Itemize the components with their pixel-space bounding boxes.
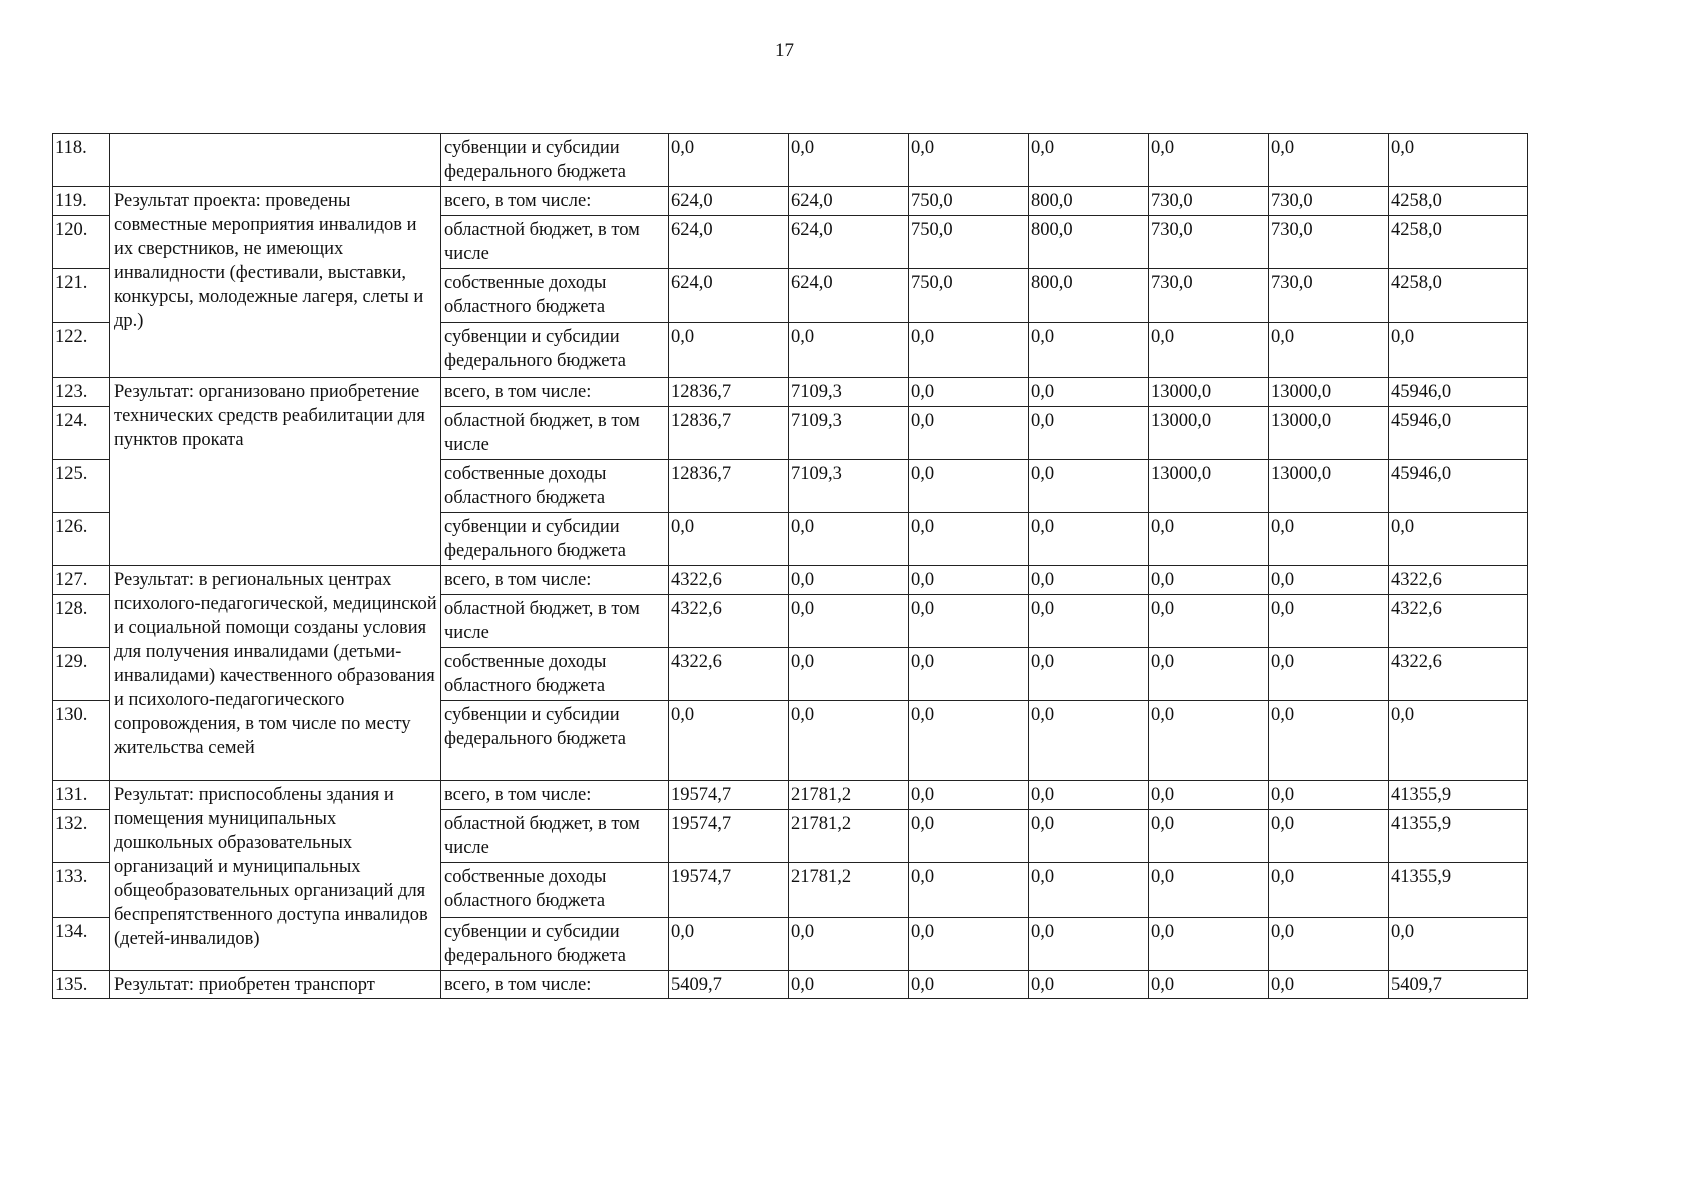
table-row: [53, 781, 1528, 810]
amount-value: 21781,2: [789, 863, 909, 918]
amount-value: 0,0: [1149, 863, 1269, 918]
row-number: 130.: [53, 701, 110, 781]
amount-value: 0,0: [1149, 566, 1269, 595]
funding-source: всего, в том числе:: [441, 378, 669, 407]
amount-value: 12836,7: [669, 407, 789, 460]
result-description: Результат: приспособлены здания и помещения муниципальных дошкольных образовательных организаций и муниципальных общеобразовательных организаций для беспрепятственного доступа инвалидов (детей-инвалидов): [110, 781, 441, 971]
total-value: 4322,6: [1389, 566, 1528, 595]
total-value: 4322,6: [1389, 595, 1528, 648]
amount-value: 0,0: [669, 323, 789, 378]
funding-source: субвенции и субсидии федерального бюджета: [441, 513, 669, 566]
amount-value: 0,0: [1149, 810, 1269, 863]
amount-value: 0,0: [1269, 781, 1389, 810]
row-number: 121.: [53, 269, 110, 323]
amount-value: 7109,3: [789, 460, 909, 513]
amount-value: 0,0: [789, 134, 909, 187]
amount-value: 0,0: [1269, 863, 1389, 918]
row-number: 129.: [53, 648, 110, 701]
amount-value: 730,0: [1269, 187, 1389, 216]
table-row: [53, 134, 1528, 187]
amount-value: 4322,6: [669, 566, 789, 595]
row-number: 131.: [53, 781, 110, 810]
funding-source: всего, в том числе:: [441, 187, 669, 216]
result-description: Результат: в региональных центрах психолого-педагогической, медицинской и социальной помощи созданы условия для получения инвалидами (детьми-инвалидами) качественного образования и психолого-педагогического сопровождения, в том числе по месту жительства семей: [110, 566, 441, 781]
amount-value: 0,0: [1269, 323, 1389, 378]
amount-value: 0,0: [669, 701, 789, 781]
total-value: 0,0: [1389, 134, 1528, 187]
total-value: 0,0: [1389, 918, 1528, 971]
amount-value: 0,0: [1029, 595, 1149, 648]
funding-source: субвенции и субсидии федерального бюджета: [441, 134, 669, 187]
amount-value: 5409,7: [669, 971, 789, 999]
amount-value: 0,0: [1029, 378, 1149, 407]
amount-value: 7109,3: [789, 407, 909, 460]
amount-value: 13000,0: [1269, 460, 1389, 513]
amount-value: 0,0: [1029, 566, 1149, 595]
amount-value: 0,0: [909, 566, 1029, 595]
funding-source: областной бюджет, в том числе: [441, 216, 669, 269]
amount-value: 0,0: [1029, 323, 1149, 378]
funding-source: областной бюджет, в том числе: [441, 810, 669, 863]
row-number: 133.: [53, 863, 110, 918]
funding-source: собственные доходы областного бюджета: [441, 269, 669, 323]
budget-table: [52, 133, 1528, 999]
funding-source: субвенции и субсидии федерального бюджета: [441, 323, 669, 378]
row-number: 118.: [53, 134, 110, 187]
amount-value: 0,0: [1029, 407, 1149, 460]
table-body: [53, 134, 1528, 999]
amount-value: 730,0: [1269, 269, 1389, 323]
row-number: 128.: [53, 595, 110, 648]
amount-value: 21781,2: [789, 810, 909, 863]
amount-value: 0,0: [1029, 648, 1149, 701]
result-description: Результат: организовано приобретение технических средств реабилитации для пунктов проката: [110, 378, 441, 566]
amount-value: 7109,3: [789, 378, 909, 407]
amount-value: 800,0: [1029, 216, 1149, 269]
total-value: 45946,0: [1389, 407, 1528, 460]
total-value: 5409,7: [1389, 971, 1528, 999]
amount-value: 0,0: [1029, 781, 1149, 810]
amount-value: 624,0: [789, 216, 909, 269]
total-value: 45946,0: [1389, 378, 1528, 407]
amount-value: 0,0: [1029, 918, 1149, 971]
total-value: 4258,0: [1389, 216, 1528, 269]
amount-value: 0,0: [909, 701, 1029, 781]
amount-value: 0,0: [789, 323, 909, 378]
amount-value: 0,0: [1029, 810, 1149, 863]
amount-value: 0,0: [789, 595, 909, 648]
row-number: 126.: [53, 513, 110, 566]
amount-value: 0,0: [909, 323, 1029, 378]
amount-value: 0,0: [909, 407, 1029, 460]
amount-value: 750,0: [909, 269, 1029, 323]
amount-value: 0,0: [789, 648, 909, 701]
amount-value: 0,0: [1029, 971, 1149, 999]
amount-value: 0,0: [1029, 863, 1149, 918]
total-value: 4258,0: [1389, 187, 1528, 216]
amount-value: 0,0: [909, 460, 1029, 513]
amount-value: 0,0: [1269, 595, 1389, 648]
amount-value: 0,0: [1149, 513, 1269, 566]
funding-source: областной бюджет, в том числе: [441, 595, 669, 648]
total-value: 41355,9: [1389, 781, 1528, 810]
amount-value: 624,0: [669, 269, 789, 323]
amount-value: 0,0: [789, 513, 909, 566]
amount-value: 730,0: [1149, 269, 1269, 323]
amount-value: 0,0: [1269, 918, 1389, 971]
total-value: 41355,9: [1389, 810, 1528, 863]
row-number: 124.: [53, 407, 110, 460]
amount-value: 0,0: [669, 513, 789, 566]
amount-value: 19574,7: [669, 810, 789, 863]
amount-value: 0,0: [1149, 648, 1269, 701]
total-value: 4258,0: [1389, 269, 1528, 323]
amount-value: 0,0: [909, 810, 1029, 863]
amount-value: 624,0: [789, 269, 909, 323]
amount-value: 0,0: [1029, 701, 1149, 781]
amount-value: 624,0: [669, 187, 789, 216]
funding-source: собственные доходы областного бюджета: [441, 863, 669, 918]
row-number: 120.: [53, 216, 110, 269]
amount-value: 0,0: [909, 134, 1029, 187]
total-value: 0,0: [1389, 701, 1528, 781]
amount-value: 12836,7: [669, 460, 789, 513]
funding-source: собственные доходы областного бюджета: [441, 460, 669, 513]
row-number: 127.: [53, 566, 110, 595]
amount-value: 13000,0: [1269, 407, 1389, 460]
table-row: [53, 187, 1528, 216]
amount-value: 0,0: [1269, 134, 1389, 187]
amount-value: 13000,0: [1269, 378, 1389, 407]
funding-source: всего, в том числе:: [441, 971, 669, 999]
amount-value: 730,0: [1269, 216, 1389, 269]
amount-value: 0,0: [1149, 701, 1269, 781]
amount-value: 800,0: [1029, 269, 1149, 323]
amount-value: 0,0: [1269, 566, 1389, 595]
result-description: [110, 134, 441, 187]
total-value: 0,0: [1389, 513, 1528, 566]
total-value: 4322,6: [1389, 648, 1528, 701]
total-value: 41355,9: [1389, 863, 1528, 918]
amount-value: 0,0: [1029, 513, 1149, 566]
result-description: Результат: приобретен транспорт: [110, 971, 441, 999]
amount-value: 13000,0: [1149, 378, 1269, 407]
row-number: 123.: [53, 378, 110, 407]
funding-source: всего, в том числе:: [441, 566, 669, 595]
amount-value: 0,0: [789, 701, 909, 781]
amount-value: 13000,0: [1149, 460, 1269, 513]
amount-value: 13000,0: [1149, 407, 1269, 460]
row-number: 125.: [53, 460, 110, 513]
amount-value: 0,0: [909, 648, 1029, 701]
funding-source: субвенции и субсидии федерального бюджета: [441, 701, 669, 781]
row-number: 134.: [53, 918, 110, 971]
amount-value: 730,0: [1149, 187, 1269, 216]
amount-value: 4322,6: [669, 648, 789, 701]
total-value: 0,0: [1389, 323, 1528, 378]
row-number: 135.: [53, 971, 110, 999]
table-row: [53, 378, 1528, 407]
amount-value: 0,0: [1269, 513, 1389, 566]
amount-value: 0,0: [1269, 648, 1389, 701]
amount-value: 0,0: [1149, 971, 1269, 999]
amount-value: 0,0: [789, 971, 909, 999]
amount-value: 0,0: [909, 378, 1029, 407]
funding-source: областной бюджет, в том числе: [441, 407, 669, 460]
amount-value: 0,0: [1149, 918, 1269, 971]
total-value: 45946,0: [1389, 460, 1528, 513]
amount-value: 0,0: [1029, 134, 1149, 187]
amount-value: 800,0: [1029, 187, 1149, 216]
row-number: 119.: [53, 187, 110, 216]
amount-value: 750,0: [909, 216, 1029, 269]
row-number: 132.: [53, 810, 110, 863]
funding-source: субвенции и субсидии федерального бюджета: [441, 918, 669, 971]
amount-value: 0,0: [909, 863, 1029, 918]
amount-value: 19574,7: [669, 781, 789, 810]
amount-value: 21781,2: [789, 781, 909, 810]
page-number: 17: [775, 40, 794, 61]
amount-value: 750,0: [909, 187, 1029, 216]
amount-value: 0,0: [1029, 460, 1149, 513]
amount-value: 12836,7: [669, 378, 789, 407]
amount-value: 19574,7: [669, 863, 789, 918]
amount-value: 0,0: [1149, 595, 1269, 648]
amount-value: 0,0: [1149, 781, 1269, 810]
amount-value: 0,0: [669, 134, 789, 187]
amount-value: 0,0: [909, 918, 1029, 971]
amount-value: 0,0: [1149, 134, 1269, 187]
amount-value: 0,0: [789, 566, 909, 595]
amount-value: 624,0: [789, 187, 909, 216]
amount-value: 0,0: [909, 781, 1029, 810]
amount-value: 0,0: [669, 918, 789, 971]
row-number: 122.: [53, 323, 110, 378]
amount-value: 0,0: [1269, 810, 1389, 863]
amount-value: 0,0: [909, 595, 1029, 648]
amount-value: 0,0: [1269, 971, 1389, 999]
amount-value: 0,0: [909, 513, 1029, 566]
amount-value: 0,0: [1149, 323, 1269, 378]
amount-value: 0,0: [789, 918, 909, 971]
table-row: [53, 971, 1528, 999]
funding-source: собственные доходы областного бюджета: [441, 648, 669, 701]
amount-value: 624,0: [669, 216, 789, 269]
amount-value: 0,0: [909, 971, 1029, 999]
amount-value: 4322,6: [669, 595, 789, 648]
funding-source: всего, в том числе:: [441, 781, 669, 810]
result-description: Результат проекта: проведены совместные мероприятия инвалидов и их сверстников, не имеющих инвалидности (фестивали, выставки, конкурсы, молодежные лагеря, слеты и др.): [110, 187, 441, 378]
amount-value: 730,0: [1149, 216, 1269, 269]
amount-value: 0,0: [1269, 701, 1389, 781]
table-row: [53, 566, 1528, 595]
